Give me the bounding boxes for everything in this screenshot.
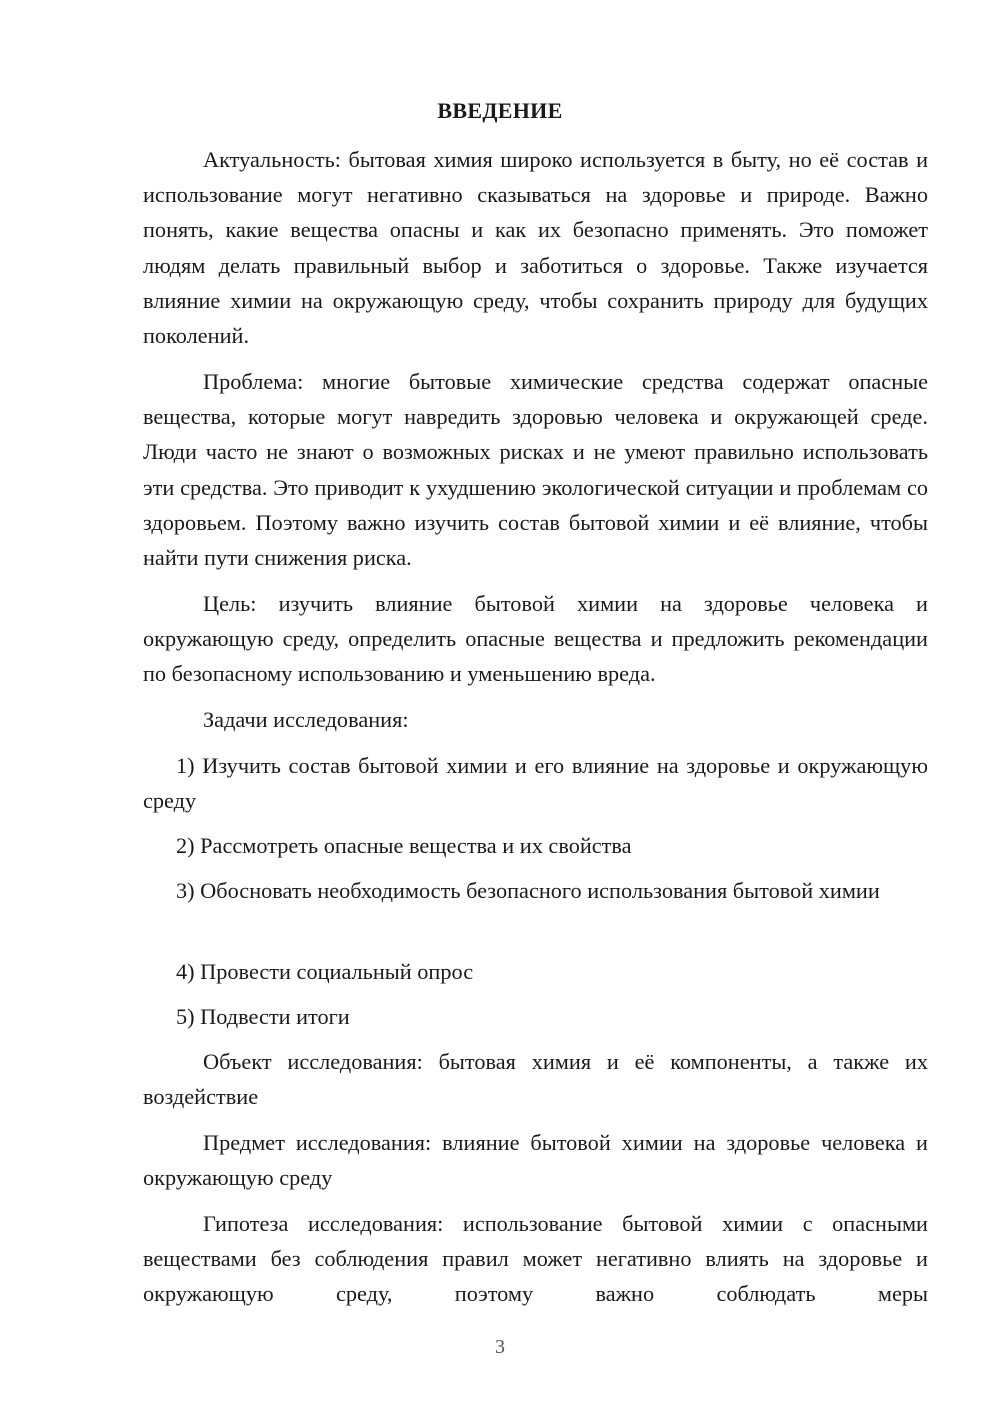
paragraph-goal: Цель: изучить влияние бытовой химии на здоровье человека и окружающую среду, определить опасные вещества и предложить рекомендации по безопасному использованию и уменьшению вреда. (143, 591, 928, 687)
paragraph-subject: Предмет исследования: влияние бытовой химии на здоровье человека и окружающую среду (143, 1130, 928, 1191)
task-item-4: 4) Провести социальный опрос (176, 959, 474, 984)
paragraph-relevance: Актуальность: бытовая химия широко используется в быту, но её состав и использование могут негативно сказываться на здоровье и природе. Важно понять, какие вещества опасны и как их безопасно применять. Это поможет людям делать правильный выбор и заботиться о здоровье. Также изучается влияние химии на окружающую среду, чтобы сохранить природу для будущих поколений. (143, 147, 928, 349)
task-item-3: 3) Обосновать необходимость безопасного использования бытовой химии (176, 878, 880, 903)
paragraph-object: Объект исследования: бытовая химия и её компоненты, а также их воздействие (143, 1049, 928, 1110)
task-item-5: 5) Подвести итоги (176, 1004, 350, 1029)
task-item-2: 2) Рассмотреть опасные вещества и их свойства (176, 833, 632, 858)
page-number: 3 (495, 1336, 505, 1358)
section-heading: ВВЕДЕНИЕ (437, 98, 563, 123)
paragraph-hypothesis: Гипотеза исследования: использование бытовой химии с опасными веществами без соблюдения правил может негативно влиять на здоровье и окружающую среду, поэтому важно соблюдать меры (143, 1211, 928, 1307)
task-item-1: 1) Изучить состав бытовой химии и его влияние на здоровье и окружающую среду (143, 753, 928, 814)
paragraph-tasks-title: Задачи исследования: (203, 707, 409, 732)
paragraph-problem: Проблема: многие бытовые химические средства содержат опасные вещества, которые могут навредить здоровью человека и окружающей среде. Люди часто не знают о возможных рисках и не умеют правильно использовать эти средства. Это приводит к ухудшению экологической ситуации и проблемам со здоровьем. Поэтому важно изучить состав бытовой химии и её влияние, чтобы найти пути снижения риска. (143, 369, 928, 571)
